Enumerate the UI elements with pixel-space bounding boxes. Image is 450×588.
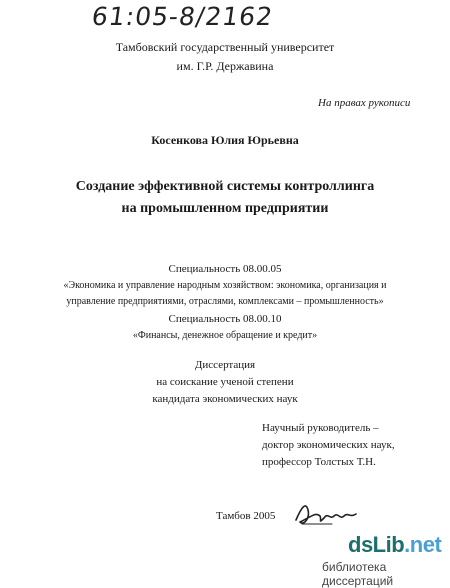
degree-line3: кандидата экономических наук xyxy=(152,393,298,405)
university-name: Тамбовский государственный университет xyxy=(115,40,335,54)
watermark-logo[interactable] xyxy=(348,532,441,558)
thesis-title-line1: Создание эффективной системы контроллинга xyxy=(75,179,375,194)
specialty-1-name-line1: «Экономика и управление народным хозяйством: экономика, организация и xyxy=(63,280,387,291)
university-named-after: им. Г.Р. Державина xyxy=(176,59,274,73)
handwritten-signature xyxy=(292,498,362,530)
watermark-caption: библиотека диссертаций xyxy=(322,560,394,588)
supervisor-line3: профессор Толстых Т.Н. xyxy=(262,456,376,468)
watermark-logo-domain: .net xyxy=(404,532,442,557)
archive-stamp-number: 61:05-8/2162 xyxy=(89,2,276,31)
place-year: Тамбов 2005 xyxy=(216,510,276,522)
specialty-1-name-line2: управление предприятиями, отраслями, комплексами – промышленность» xyxy=(66,296,384,307)
supervisor-line2: доктор экономических наук, xyxy=(262,439,395,451)
thesis-title-line2: на промышленном предприятии xyxy=(121,201,329,216)
specialty-2-code: Специальность 08.00.10 xyxy=(168,313,282,325)
degree-line1: Диссертация xyxy=(194,359,256,371)
supervisor-line1: Научный руководитель – xyxy=(262,422,379,434)
specialty-2-name: «Финансы, денежное обращение и кредит» xyxy=(132,330,318,341)
author-name: Косенкова Юлия Юрьевна xyxy=(151,133,299,147)
specialty-1-code: Специальность 08.00.05 xyxy=(168,263,282,275)
rights-note: На правах рукописи xyxy=(318,97,411,109)
watermark-logo-main: dsLib xyxy=(348,532,405,557)
degree-line2: на соискание ученой степени xyxy=(156,376,294,388)
